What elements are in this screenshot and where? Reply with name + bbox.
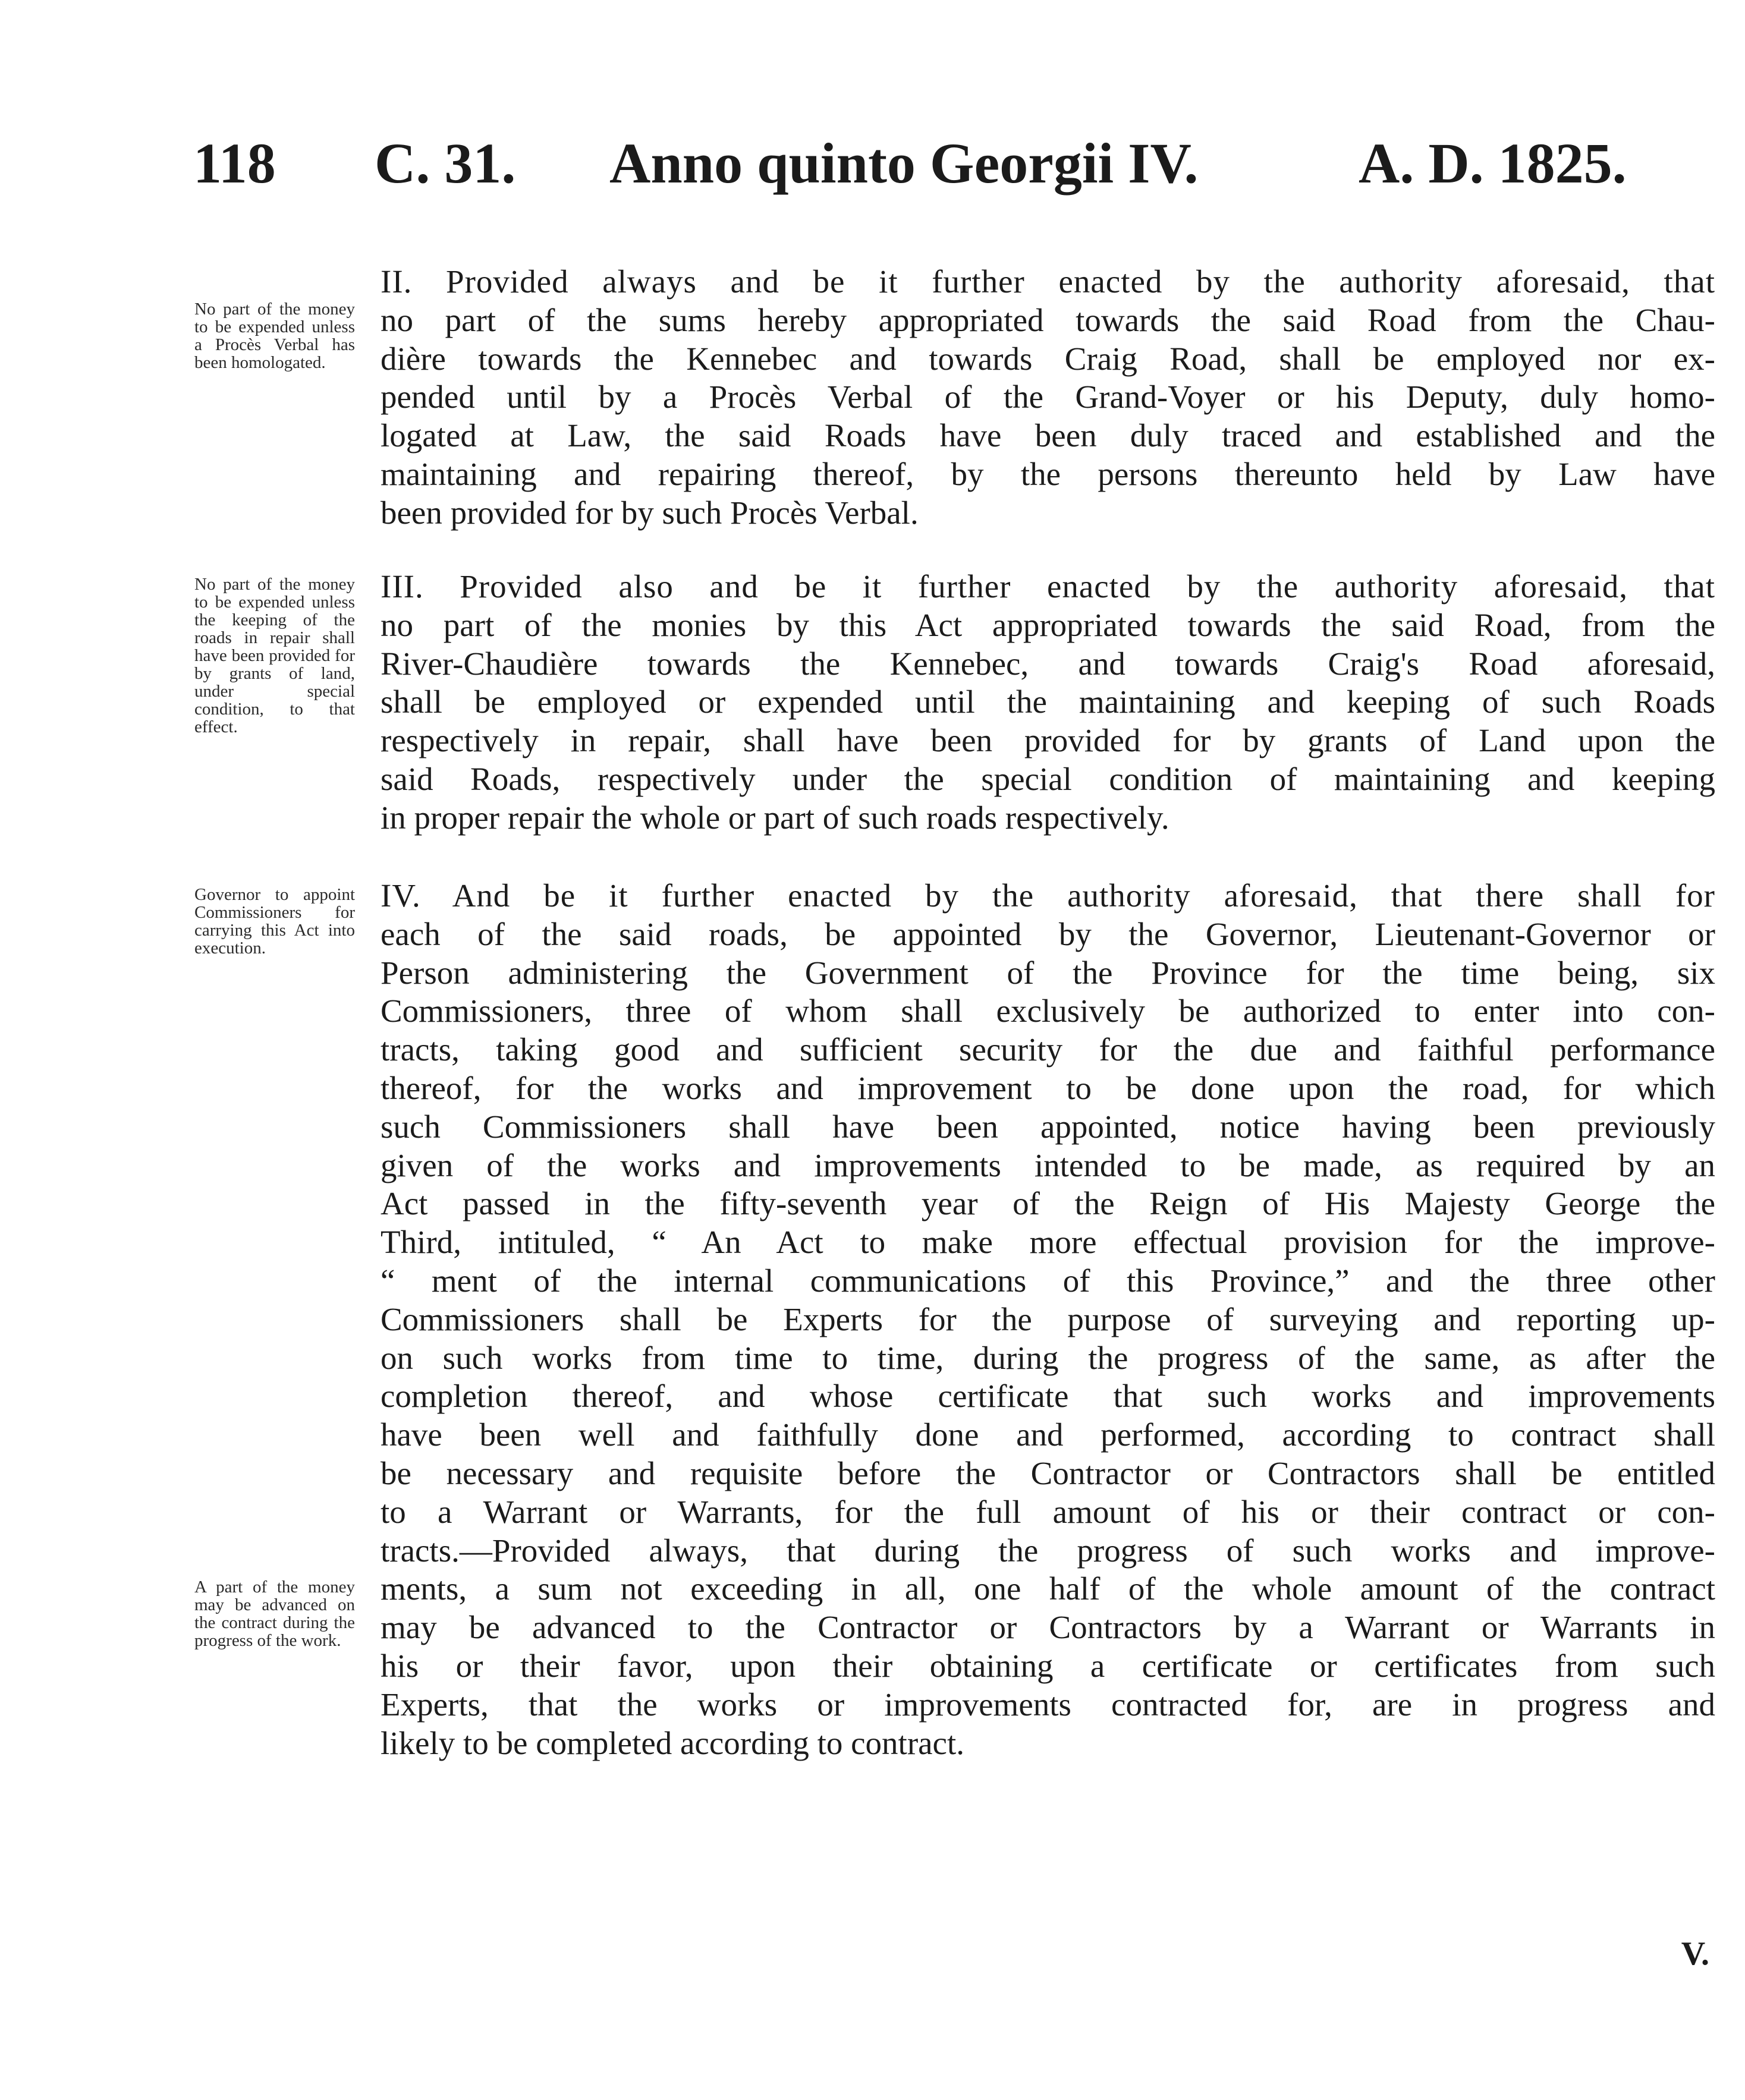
sidenote-grants-of-land: No part of the money to be expended unless the keeping of the roads in repair shall have been provided for by grants of land, under special condition, to that effect. bbox=[194, 575, 355, 736]
section-iv-line: each of the said roads, be appointed by the Governor, Lieutenant-Governor or bbox=[381, 915, 1715, 952]
sidenote-commissioners: Governor to appoint Commissioners for carrying this Act into execution. bbox=[194, 885, 355, 958]
chapter-number: C. 31. bbox=[375, 131, 516, 195]
section-iii-line: shall be employed or expended until the maintaining and keeping of such Roads bbox=[381, 684, 1715, 720]
section-iv-line: such Commissioners shall have been appointed, notice having been previously bbox=[381, 1108, 1715, 1145]
section-iv-line: given of the works and improvements intended to be made, as required by an bbox=[381, 1147, 1715, 1183]
section-iv-line: Third, intituled, “ An Act to make more effectual provision for the improve- bbox=[381, 1224, 1715, 1261]
section-iv-line: Act passed in the fifty-seventh year of the Reign of His Majesty George the bbox=[381, 1185, 1715, 1222]
section-iv-line: “ ment of the internal communications of this Province,” and the three other bbox=[381, 1262, 1715, 1299]
section-iv-line: his or their favor, upon their obtaining a certificate or certificates from such bbox=[381, 1647, 1715, 1684]
section-iv-line: Commissioners, three of whom shall exclusively be authorized to enter into con- bbox=[381, 993, 1715, 1029]
section-iv-line: tracts.—Provided always, that during the progress of such works and improve- bbox=[381, 1532, 1715, 1569]
section-ii-line: been provided for by such Procès Verbal. bbox=[381, 494, 919, 531]
section-iii-line: no part of the monies by this Act appropriated towards the said Road, from the bbox=[381, 606, 1715, 643]
section-ii-line: dière towards the Kennebec and towards Craig Road, shall be employed nor ex- bbox=[381, 340, 1715, 377]
section-iv-line: be necessary and requisite before the Contractor or Contractors shall be entitled bbox=[381, 1454, 1715, 1491]
section-ii-line: maintaining and repairing thereof, by the persons thereunto held by Law have bbox=[381, 455, 1715, 492]
section-iv-line: likely to be completed according to contract. bbox=[381, 1724, 964, 1761]
section-iv-line: on such works from time to time, during the progress of the same, as after the bbox=[381, 1339, 1715, 1376]
section-iii-line: III. Provided also and be it further enacted by the authority aforesaid, that bbox=[381, 568, 1715, 605]
section-iii-line: respectively in repair, shall have been provided for by grants of Land upon the bbox=[381, 722, 1715, 759]
section-iv-line: may be advanced to the Contractor or Contractors by a Warrant or Warrants in bbox=[381, 1609, 1715, 1646]
section-iv-line: Experts, that the works or improvements contracted for, are in progress and bbox=[381, 1686, 1715, 1723]
sidenote-advance: A part of the money may be advanced on the contract during the progress of the work. bbox=[194, 1578, 355, 1650]
section-iv-line: tracts, taking good and sufficient security for the due and faithful performance bbox=[381, 1031, 1715, 1068]
section-iv-line: completion thereof, and whose certificate that such works and improvements bbox=[381, 1378, 1715, 1415]
section-iv-line: thereof, for the works and improvement to be done upon the road, for which bbox=[381, 1069, 1715, 1106]
section-iii bbox=[381, 568, 1715, 838]
regnal-title: Anno quinto Georgii IV. bbox=[609, 131, 1199, 195]
sidenote-proces-verbal: No part of the money to be expended unless a Procès Verbal has been homologated. bbox=[194, 300, 355, 372]
page-number: 118 bbox=[193, 131, 276, 195]
catchword: V. bbox=[1681, 1935, 1709, 1972]
section-iv-line: Commissioners shall be Experts for the purpose of surveying and reporting up- bbox=[381, 1301, 1715, 1337]
running-header bbox=[193, 128, 1715, 199]
section-ii-line: pended until by a Procès Verbal of the Grand-Voyer or his Deputy, duly homo- bbox=[381, 379, 1715, 415]
section-iv-line: ments, a sum not exceeding in all, one half of the whole amount of the contract bbox=[381, 1570, 1715, 1607]
section-iv-line: IV. And be it further enacted by the authority aforesaid, that there shall for bbox=[381, 877, 1715, 914]
year-of-act: A. D. 1825. bbox=[1359, 131, 1627, 195]
section-iv bbox=[381, 877, 1715, 1762]
section-ii bbox=[381, 263, 1715, 533]
section-iv-line: to a Warrant or Warrants, for the full amount of his or their contract or con- bbox=[381, 1493, 1715, 1530]
section-iii-line: said Roads, respectively under the special condition of maintaining and keeping bbox=[381, 760, 1715, 797]
section-iv-line: Person administering the Government of the Province for the time being, six bbox=[381, 954, 1715, 991]
section-iv-line: have been well and faithfully done and performed, according to contract shall bbox=[381, 1416, 1715, 1453]
section-iii-line: River-Chaudière towards the Kennebec, and towards Craig's Road aforesaid, bbox=[381, 645, 1715, 682]
section-iii-line: in proper repair the whole or part of such roads respectively. bbox=[381, 799, 1169, 836]
section-ii-line: logated at Law, the said Roads have been duly traced and established and the bbox=[381, 417, 1715, 454]
section-ii-line: II. Provided always and be it further enacted by the authority aforesaid, that bbox=[381, 263, 1715, 300]
section-ii-line: no part of the sums hereby appropriated towards the said Road from the Chau- bbox=[381, 301, 1715, 338]
